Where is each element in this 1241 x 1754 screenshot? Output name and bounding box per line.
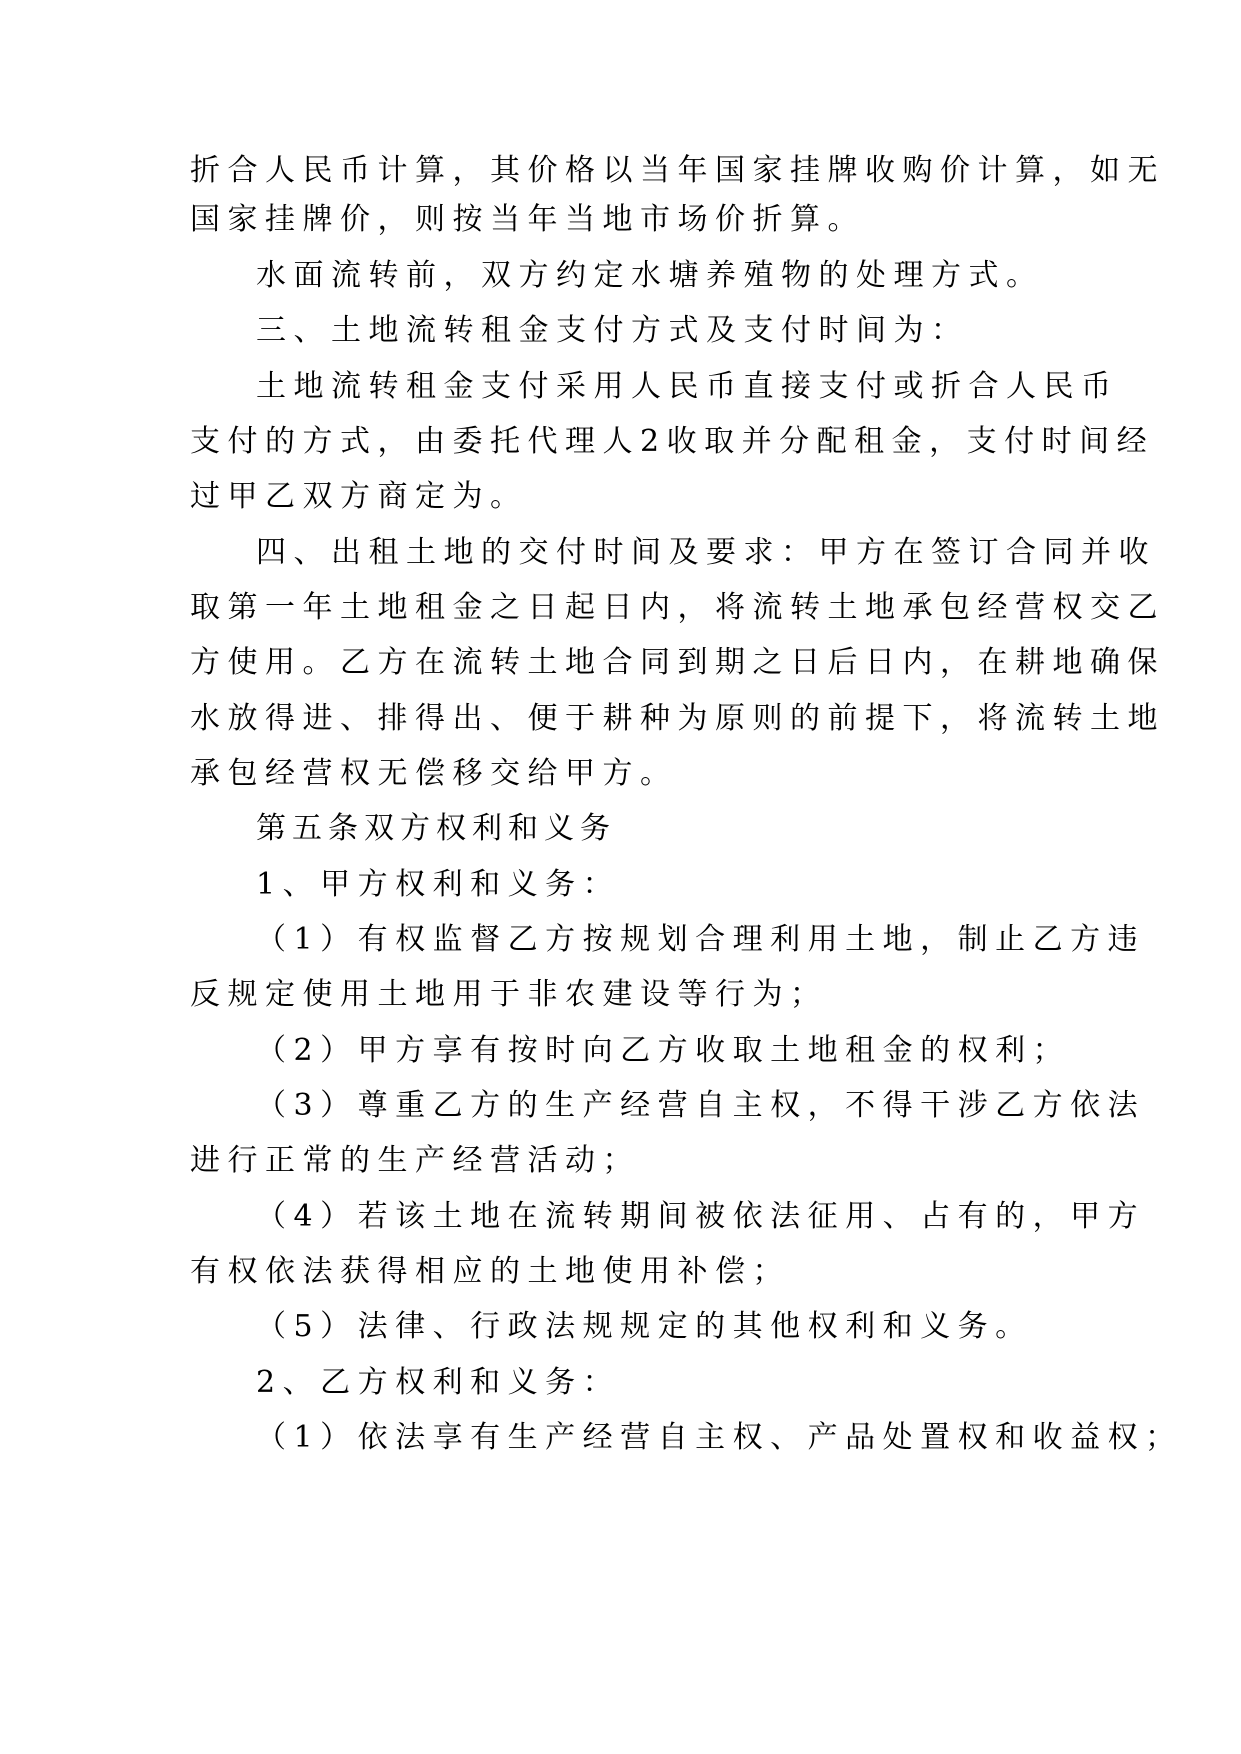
- text-line: 水放得进、排得出、便于耕种为原则的前提下，将流转土地: [190, 701, 1165, 736]
- list-heading: 2、乙方权利和义务：: [256, 1365, 621, 1400]
- list-item: （3）尊重乙方的生产经营自主权，不得干涉乙方依法: [256, 1088, 1146, 1123]
- text-line: 方使用。乙方在流转土地合同到期之日后日内，在耕地确保: [190, 645, 1165, 680]
- text-line: 进行正常的生产经营活动；: [190, 1143, 640, 1178]
- text-line: 土地流转租金支付采用人民币直接支付或折合人民币: [256, 369, 1119, 404]
- text-line: 国家挂牌价，则按当年当地市场价折算。: [190, 202, 865, 237]
- list-heading: 1、甲方权利和义务：: [256, 867, 621, 902]
- list-item: （4）若该土地在流转期间被依法征用、占有的，甲方: [256, 1199, 1146, 1234]
- article-heading: 第五条双方权利和义务: [256, 811, 616, 846]
- text-line: 取第一年土地租金之日起日内，将流转土地承包经营权交乙: [190, 590, 1165, 625]
- list-item: （1）有权监督乙方按规划合理利用土地，制止乙方违: [256, 922, 1146, 957]
- text-line: 承包经营权无偿移交给甲方。: [190, 756, 678, 791]
- text-line: 有权依法获得相应的土地使用补偿；: [190, 1254, 790, 1289]
- text-line: 四、出租土地的交付时间及要求：甲方在签订合同并收: [256, 535, 1156, 570]
- text-line: 反规定使用土地用于非农建设等行为；: [190, 977, 828, 1012]
- list-item: （1）依法享有生产经营自主权、产品处置权和收益权；: [256, 1420, 1183, 1455]
- list-item: （5）法律、行政法规规定的其他权利和义务。: [256, 1309, 1033, 1344]
- list-item: （2）甲方享有按时向乙方收取土地租金的权利；: [256, 1033, 1071, 1068]
- text-line: 支付的方式，由委托代理人2收取并分配租金，支付时间经: [190, 424, 1155, 459]
- text-line: 过甲乙双方商定为。: [190, 479, 528, 514]
- section-heading: 三、土地流转租金支付方式及支付时间为：: [256, 313, 969, 348]
- text-line: 水面流转前，双方约定水塘养殖物的处理方式。: [256, 258, 1044, 293]
- text-line: 折合人民币计算，其价格以当年国家挂牌收购价计算，如无: [190, 153, 1165, 188]
